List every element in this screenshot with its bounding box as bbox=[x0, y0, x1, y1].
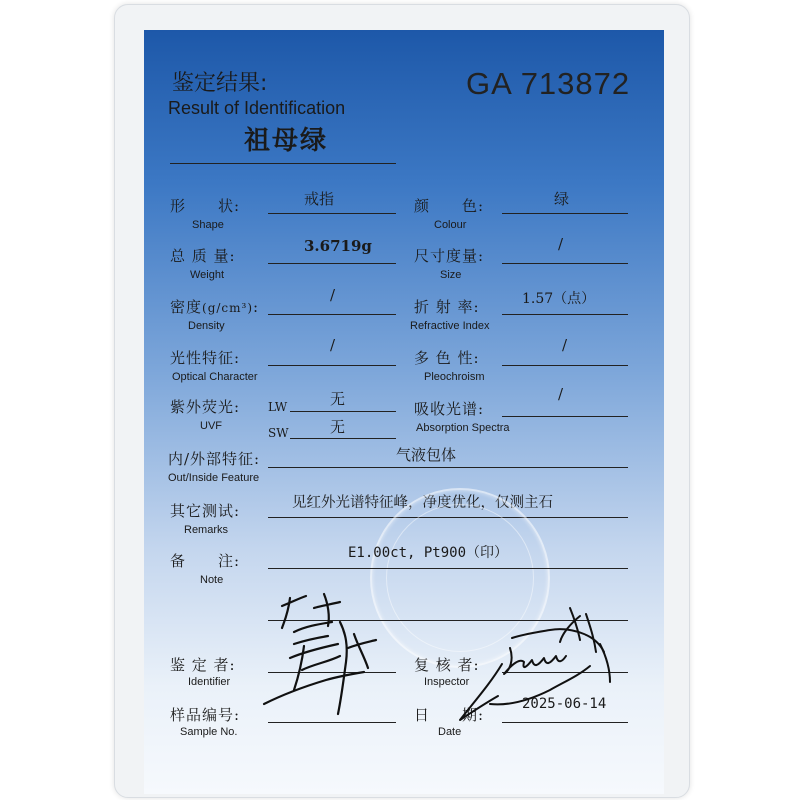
uvf-label: 紫外荧光: bbox=[170, 398, 241, 416]
uvf-sw-label: SW bbox=[268, 426, 289, 440]
feature-label-en: Out/Inside Feature bbox=[168, 472, 260, 484]
sample-label-en: Sample No. bbox=[180, 726, 238, 738]
absorption-value: / bbox=[558, 385, 564, 403]
pleochroism-label: 多 色 性: bbox=[414, 349, 480, 367]
note-underline bbox=[268, 568, 628, 569]
optical-value: / bbox=[330, 336, 336, 354]
weight-value: 3.6719g bbox=[304, 237, 372, 255]
shape-value: 戒指 bbox=[304, 190, 335, 208]
identification-card bbox=[144, 30, 664, 794]
size-label: 尺寸度量: bbox=[414, 247, 485, 265]
weight-label-en: Weight bbox=[190, 269, 225, 281]
pleochroism-label-en: Pleochroism bbox=[424, 371, 485, 383]
remarks-value: 见红外光谱特征峰，净度优化，仅测主石 bbox=[292, 495, 553, 511]
weight-underline bbox=[268, 263, 396, 264]
feature-value: 气液包体 bbox=[396, 446, 457, 464]
title-en: Result of Identification bbox=[168, 98, 346, 118]
size-label-en: Size bbox=[440, 269, 462, 281]
pleochroism-value: / bbox=[562, 336, 568, 354]
absorption-underline bbox=[502, 416, 628, 417]
identifier-label-en: Identifier bbox=[188, 676, 231, 688]
inspector-label-en: Inspector bbox=[424, 676, 470, 688]
serial-number: GA 713872 bbox=[466, 66, 631, 101]
uvf-label-en: UVF bbox=[200, 420, 222, 432]
inspector-label: 复 核 者: bbox=[414, 656, 480, 674]
feature-underline bbox=[268, 467, 628, 468]
size-value: / bbox=[558, 235, 564, 253]
pleochroism-underline bbox=[502, 365, 628, 366]
date-label-en: Date bbox=[438, 726, 462, 738]
uvf-lw-underline bbox=[290, 411, 396, 412]
density-colon: : bbox=[253, 298, 260, 316]
colour-label: 颜 色: bbox=[414, 197, 485, 215]
optical-label: 光性特征: bbox=[170, 349, 241, 367]
optical-underline bbox=[268, 365, 396, 366]
shape-underline bbox=[268, 213, 396, 214]
colour-value: 绿 bbox=[554, 190, 570, 208]
absorption-label: 吸收光谱: bbox=[414, 400, 485, 418]
colour-underline bbox=[502, 213, 628, 214]
identifier-signature bbox=[254, 586, 384, 726]
sample-label: 样品编号: bbox=[170, 706, 241, 724]
uvf-lw-value: 无 bbox=[330, 390, 346, 408]
density-underline bbox=[268, 314, 396, 315]
identifier-label: 鉴 定 者: bbox=[170, 656, 236, 674]
absorption-label-en: Absorption Spectra bbox=[416, 422, 510, 434]
uvf-lw-label: LW bbox=[268, 400, 288, 414]
density-label-en: Density bbox=[188, 320, 225, 332]
colour-label-en: Colour bbox=[434, 219, 467, 231]
note-label: 备 注: bbox=[170, 552, 241, 570]
date-value: 2025-06-14 bbox=[522, 696, 607, 712]
density-label bbox=[170, 296, 259, 317]
feature-label: 内/外部特征: bbox=[168, 450, 261, 468]
note-label-en: Note bbox=[200, 574, 224, 586]
note-value: E1.00ct, Pt900（印） bbox=[348, 545, 509, 561]
ri-underline bbox=[502, 314, 628, 315]
density-value: / bbox=[330, 286, 336, 304]
shape-label-en: Shape bbox=[192, 219, 224, 231]
density-unit: (g/cm³) bbox=[202, 301, 254, 315]
optical-label-en: Optical Character bbox=[172, 371, 258, 383]
ri-label-en: Refractive Index bbox=[410, 320, 490, 332]
inspector-signature bbox=[450, 604, 640, 734]
uvf-sw-underline bbox=[290, 438, 396, 439]
ri-label: 折 射 率: bbox=[414, 298, 480, 316]
result-underline bbox=[170, 163, 396, 164]
size-underline bbox=[502, 263, 628, 264]
uvf-sw-value: 无 bbox=[330, 418, 346, 436]
remarks-label: 其它测试: bbox=[170, 502, 241, 520]
title-cn: 鉴定结果: bbox=[172, 71, 268, 96]
remarks-label-en: Remarks bbox=[184, 524, 229, 536]
weight-label: 总 质 量: bbox=[170, 247, 236, 265]
shape-label: 形 状: bbox=[170, 197, 241, 215]
identification-result: 祖母绿 bbox=[244, 126, 329, 156]
density-label-cn: 密度 bbox=[170, 298, 203, 316]
ri-value: 1.57（点） bbox=[522, 291, 596, 307]
date-label: 日 期: bbox=[414, 706, 485, 724]
